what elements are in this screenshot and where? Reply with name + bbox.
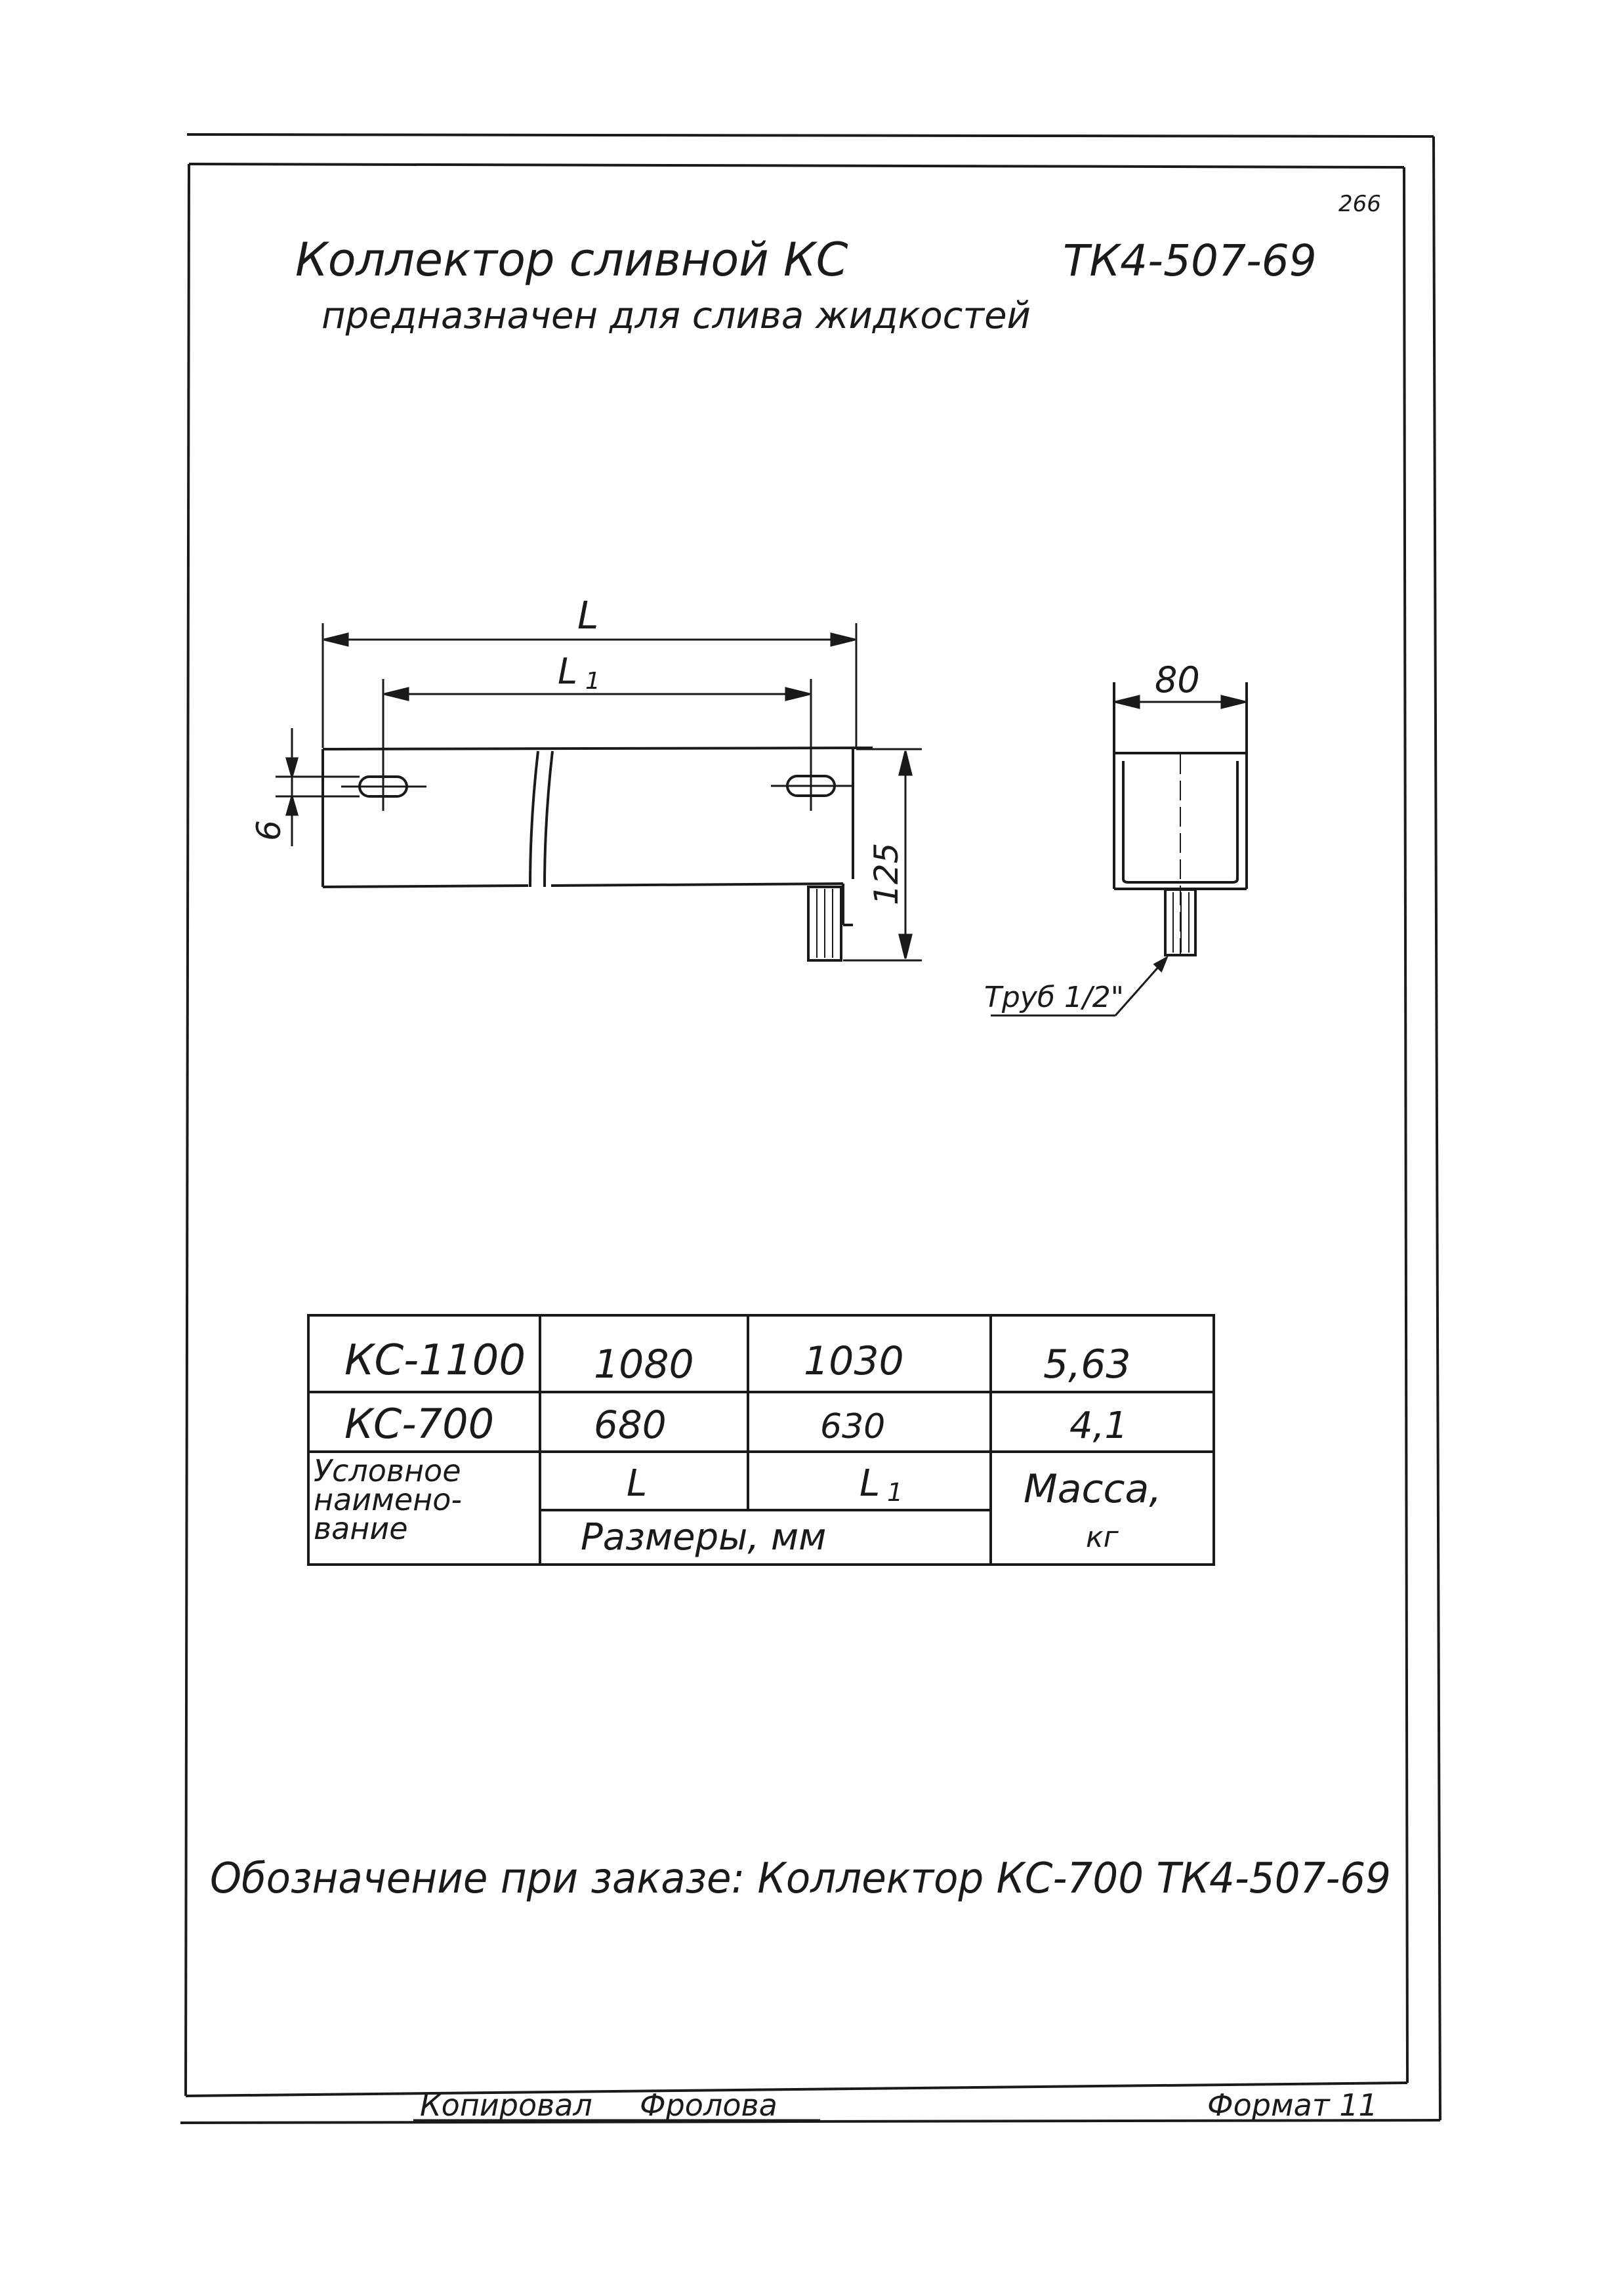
side-view: [984, 659, 1247, 1015]
mounting-slot-left: [341, 761, 426, 811]
dimension-height-label: 125: [867, 842, 905, 905]
dimension-width-label: 80: [1155, 659, 1200, 701]
document-code: ТК4-507-69: [1063, 236, 1317, 286]
header-name-line3: вание: [314, 1511, 408, 1546]
footer-format: Формат 11: [1207, 2087, 1378, 2123]
footer: [413, 2087, 1378, 2123]
row-2-name: КС-700: [344, 1400, 495, 1448]
row-1-L: 1080: [594, 1342, 694, 1387]
header-mass-line2: кг: [1086, 1521, 1119, 1554]
dimension-L1-label: L: [558, 651, 578, 692]
dimension-L-label: L: [577, 593, 599, 638]
page-subtitle: предназначен для слива жидкостей: [321, 295, 1031, 337]
mounting-slot-right: [771, 761, 853, 811]
front-view: [248, 593, 922, 960]
header-col-L1: L: [860, 1462, 881, 1505]
sheet-frame: [180, 134, 1440, 2123]
table-header: [314, 1453, 1161, 1559]
table-row: [344, 1400, 1128, 1448]
page-number: 266: [1338, 191, 1381, 217]
header-mass-line1: Масса,: [1024, 1466, 1162, 1512]
row-2-L1: 630: [820, 1407, 886, 1446]
footer-copied-name: Фролова: [640, 2087, 777, 2123]
footer-copied-label: Копировал: [420, 2087, 592, 2123]
pipe-callout-label: Труб 1/2": [984, 981, 1125, 1014]
row-1-mass: 5,63: [1043, 1342, 1131, 1387]
order-designation: Обозначение при заказе: Коллектор КС-700 ТК4-507-69: [210, 1855, 1391, 1903]
row-1-name: КС-1100: [344, 1336, 526, 1385]
drain-pipe: [808, 887, 841, 960]
row-1-L1: 1030: [804, 1338, 904, 1384]
header-dims-caption: Размеры, мм: [581, 1516, 827, 1559]
header-col-L1-subscript: 1: [887, 1478, 903, 1507]
header-name-line1: Условное: [314, 1453, 461, 1488]
collector-body: [323, 748, 873, 925]
header-col-L: L: [627, 1462, 648, 1505]
row-2-mass: 4,1: [1069, 1404, 1129, 1447]
table-row: [344, 1336, 1131, 1387]
header-name-line2: наимено-: [314, 1482, 462, 1517]
row-2-L: 680: [594, 1403, 667, 1447]
sizes-table: [308, 1315, 1214, 1565]
dimension-L1-subscript: 1: [585, 668, 600, 695]
dimension-slot-label: 9: [248, 820, 286, 841]
page-title: Коллектор сливной КС: [295, 233, 848, 287]
side-drain-pipe: [1165, 890, 1195, 955]
